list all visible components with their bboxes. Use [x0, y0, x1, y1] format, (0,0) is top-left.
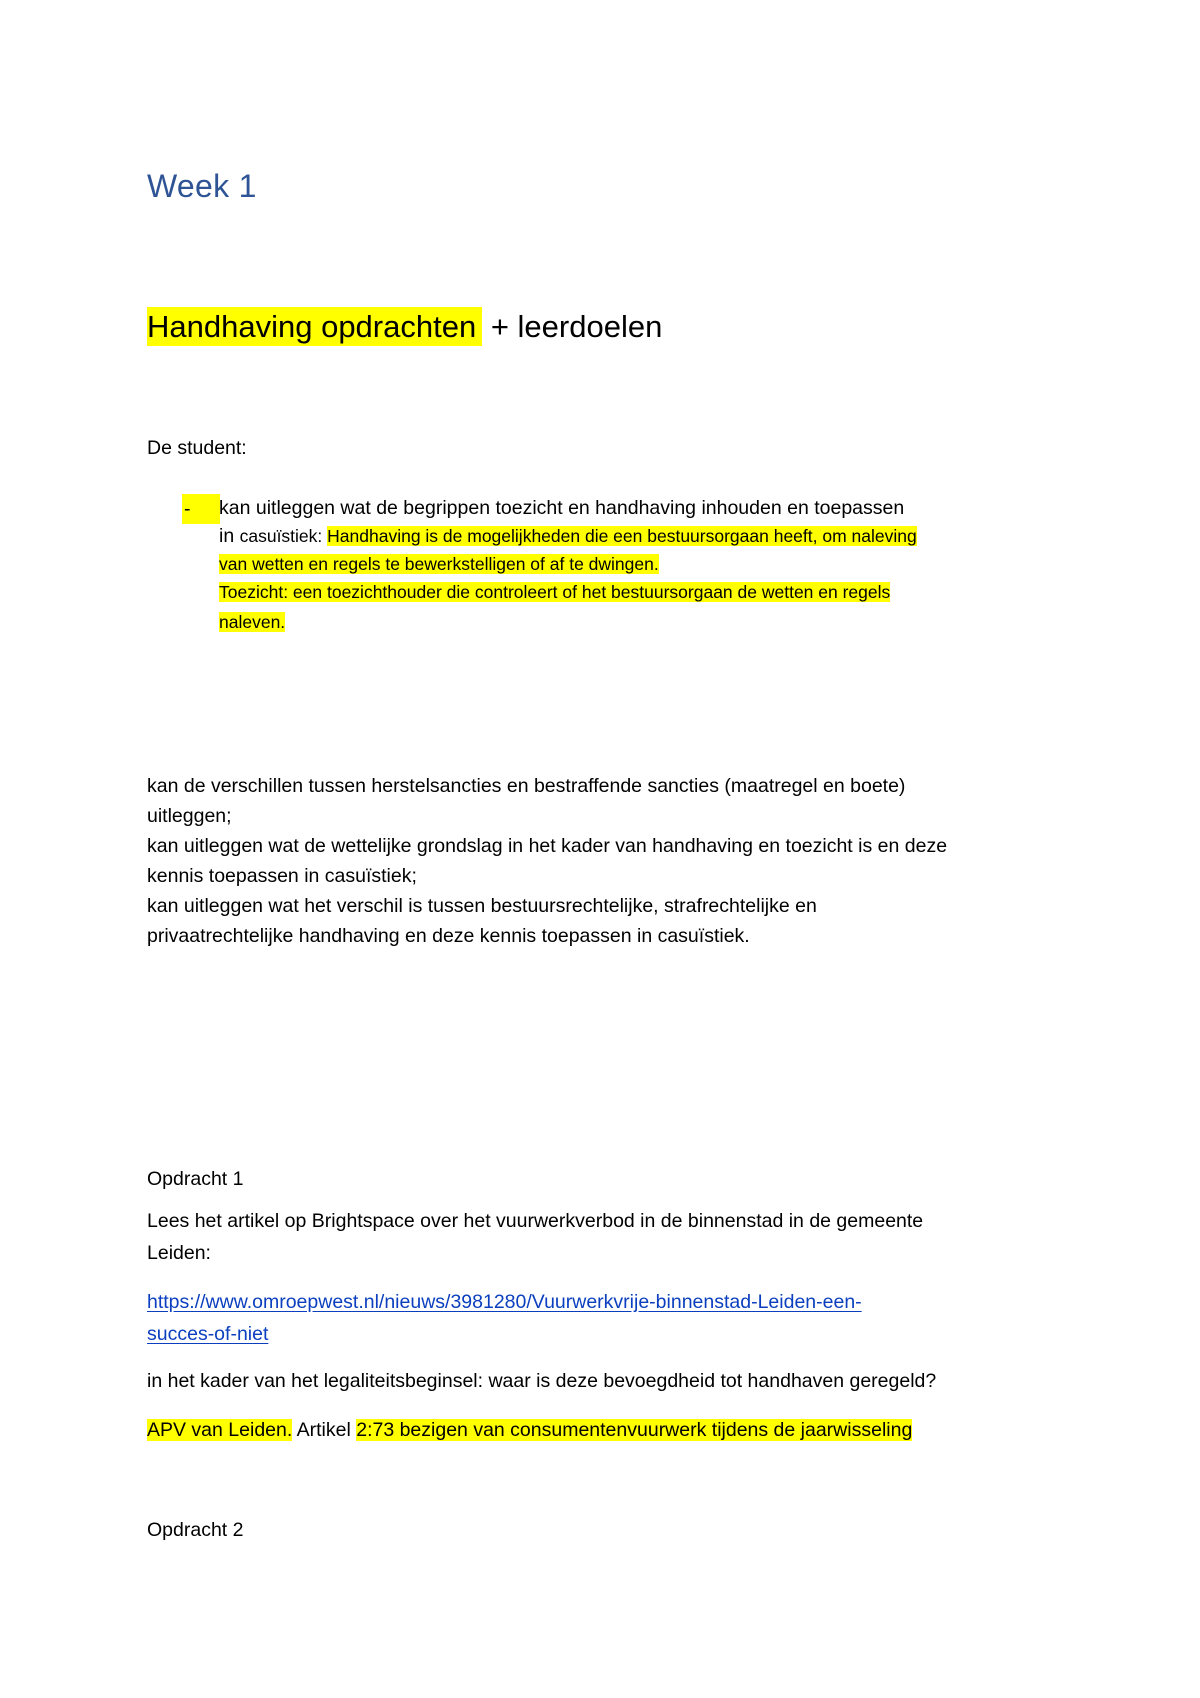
- opdracht-1-instruction: [147, 1205, 923, 1269]
- bullet-line-2-small: casuïstiek:: [239, 526, 328, 546]
- learning-goals: [147, 771, 947, 951]
- answer-part-2: Artikel: [292, 1419, 357, 1441]
- opdracht-1-title: Opdracht 1: [147, 1168, 244, 1190]
- opdracht-2-title: Opdracht 2: [147, 1519, 244, 1541]
- bullet-line-5: [219, 606, 917, 639]
- section-heading: [147, 305, 662, 349]
- goal-line: kennis toepassen in casuïstiek;: [147, 865, 417, 887]
- bullet-line-1: kan uitleggen wat de begrippen toezicht en handhaving inhouden en toepassen: [219, 497, 905, 519]
- article-link[interactable]: [147, 1286, 862, 1350]
- goal-line: kan uitleggen wat het verschil is tussen bestuursrechtelijke, strafrechtelijke en: [147, 895, 817, 917]
- bullet-line-2-prefix: in: [219, 525, 240, 547]
- bullet-line-2-highlight: Handhaving is de mogelijkheden die een bestuursorgaan heeft, om naleving: [327, 526, 917, 546]
- bullet-line-4: [219, 578, 917, 606]
- heading-rest: + leerdoelen: [482, 309, 663, 344]
- goal-line: privaatrechtelijke handhaving en deze kennis toepassen in casuïstiek.: [147, 925, 750, 947]
- article-link-line-2[interactable]: [147, 1318, 862, 1350]
- bullet-line-2: [219, 522, 917, 550]
- goal-line: uitleggen;: [147, 805, 232, 827]
- goal-line: kan uitleggen wat de wettelijke grondslag in het kader van handhaving en toezicht is en deze: [147, 835, 948, 857]
- bullet-marker: -: [182, 494, 220, 524]
- bullet-line-4-highlight: Toezicht: een toezichthouder die controleert of het bestuursorgaan de wetten en regels: [219, 582, 891, 602]
- opdracht-1-question: in het kader van het legaliteitsbeginsel: waar is deze bevoegdheid tot handhaven geregeld?: [147, 1370, 937, 1392]
- instruction-line-2: Leiden:: [147, 1242, 211, 1264]
- heading-highlighted: Handhaving opdrachten: [147, 307, 482, 346]
- opdracht-1-answer: [147, 1415, 912, 1445]
- answer-part-1: APV van Leiden.: [147, 1419, 293, 1441]
- answer-part-3: 2:73 bezigen van consumentenvuurwerk tijdens de jaarwisseling: [356, 1419, 913, 1441]
- bullet-line-3-highlight: van wetten en regels te bewerkstelligen of af te dwingen.: [219, 554, 659, 574]
- article-link-text-2[interactable]: succes-of-niet: [147, 1323, 269, 1345]
- article-link-line-1[interactable]: [147, 1286, 862, 1318]
- goal-line: kan de verschillen tussen herstelsancties en bestraffende sancties (maatregel en boete): [147, 775, 906, 797]
- bullet-line-3: [219, 550, 917, 578]
- bullet-item: [219, 494, 917, 639]
- intro-text: De student:: [147, 437, 247, 459]
- page-title: Week 1: [147, 168, 257, 204]
- article-link-text-1[interactable]: https://www.omroepwest.nl/nieuws/3981280/Vuurwerkvrije-binnenstad-Leiden-een-: [147, 1291, 862, 1313]
- instruction-line-1: Lees het artikel op Brightspace over het vuurwerkverbod in de binnenstad in de gemeente: [147, 1210, 924, 1232]
- bullet-line-5-highlight: naleven.: [219, 612, 286, 632]
